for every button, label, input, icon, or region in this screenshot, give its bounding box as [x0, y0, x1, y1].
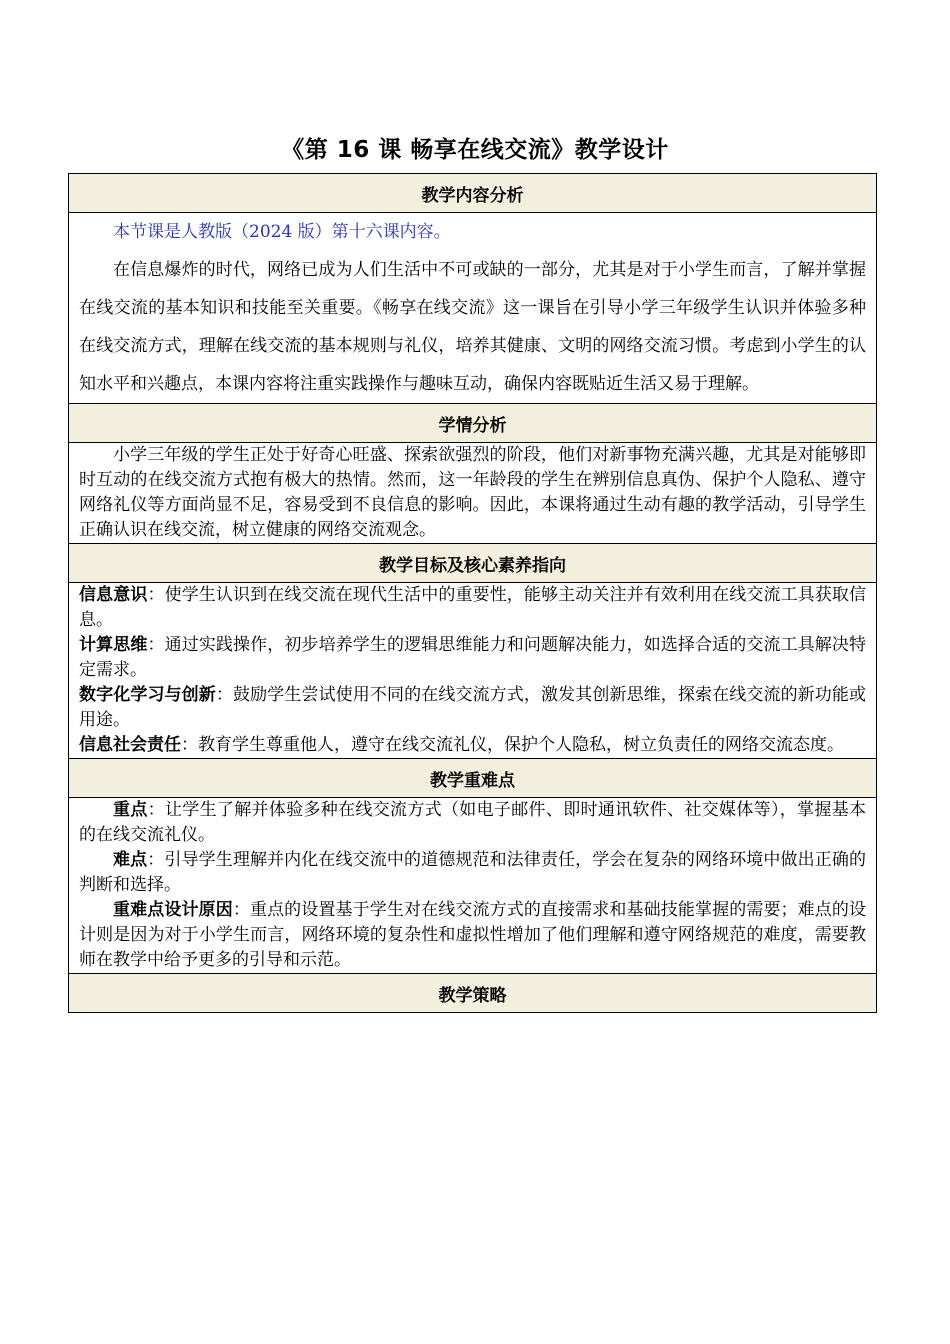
key-point-text: 重点的设置基于学生对在线交流方式的直接需求和基础技能掌握的需要；难点的设计则是因为对于小学生而言，网络环境的复杂性和虚拟性增加了他们理解和遵守网络规范的难度，需要教师在教学中给予更多的引导和示范。: [79, 900, 867, 970]
learner-analysis-text: 小学三年级的学生正处于好奇心旺盛、探索欲强烈的阶段，他们对新事物充满兴趣，尤其是对能够即时互动的在线交流方式抱有极大的热情。然而，这一年龄段的学生在辨别信息真伪、保护个人隐私、遵守网络礼仪等方面尚显不足，容易受到不良信息的影响。因此，本课将通过生动有趣的教学活动，引导学生正确认识在线交流，树立健康的网络交流观念。: [79, 445, 866, 540]
objective-item: [79, 583, 866, 633]
objective-item: [79, 733, 866, 758]
section-body-row: [69, 798, 877, 974]
objective-label: 数字化学习与创新: [79, 685, 216, 705]
key-point-item: [79, 848, 866, 898]
section-header-row: [69, 974, 877, 1013]
key-point-text: 引导学生理解并内化在线交流中的道德规范和法律责任，学会在复杂的网络环境中做出正确的判断和选择。: [79, 850, 867, 895]
learner-analysis-body: [69, 443, 877, 544]
objective-separator: ：: [181, 735, 198, 755]
objective-item: [79, 633, 866, 683]
key-point-label: 重点: [113, 800, 148, 820]
key-points-body: [69, 798, 877, 974]
key-point-item: [79, 798, 866, 848]
objective-text: 使学生认识到在线交流在现代生活中的重要性，能够主动关注并有效利用在线交流工具获取信息。: [79, 585, 867, 630]
document-title: 《第 16 课 畅享在线交流》教学设计: [281, 137, 669, 163]
section-header-row: [69, 174, 877, 213]
section-body-row: [69, 213, 877, 404]
content-analysis-intro: 本节课是人教版（2024 版）第十六课内容。: [113, 222, 451, 242]
key-point-item: [79, 898, 866, 973]
learner-analysis-heading: 学情分析: [69, 404, 877, 443]
lesson-plan-table: [68, 173, 877, 1013]
objective-separator: ：: [147, 585, 165, 605]
section-header-row: [69, 404, 877, 443]
objective-separator: ：: [147, 635, 165, 655]
objective-label: 计算思维: [79, 635, 148, 655]
objective-text: 教育学生尊重他人，遵守在线交流礼仪，保护个人隐私，树立负责任的网络交流态度。: [198, 735, 844, 755]
objective-label: 信息意识: [79, 585, 148, 605]
key-point-label: 难点: [113, 850, 148, 870]
section-body-row: [69, 583, 877, 759]
objective-text: 鼓励学生尝试使用不同的在线交流方式，激发其创新思维，探索在线交流的新功能或用途。: [79, 685, 867, 730]
strategy-heading: 教学策略: [69, 974, 877, 1013]
objective-item: [79, 683, 866, 733]
key-point-label: 重难点设计原因: [113, 900, 233, 920]
content-analysis-heading: 教学内容分析: [69, 174, 877, 213]
objective-separator: ：: [215, 685, 234, 705]
content-analysis-text: 在信息爆炸的时代，网络已成为人们生活中不可或缺的一部分，尤其是对于小学生而言，了解并掌握在线交流的基本知识和技能至关重要。《畅享在线交流》这一课旨在引导小学三年级学生认识并体验多种在线交流方式，理解在线交流的基本规则与礼仪，培养其健康、文明的网络交流习惯。考虑到小学生的认知水平和兴趣点，本课内容将注重实践操作与趣味互动，确保内容既贴近生活又易于理解。: [79, 260, 866, 394]
key-points-heading: 教学重难点: [69, 759, 877, 798]
objective-text: 通过实践操作，初步培养学生的逻辑思维能力和问题解决能力，如选择合适的交流工具解决特定需求。: [79, 635, 867, 680]
objectives-heading: 教学目标及核心素养指向: [69, 544, 877, 583]
key-point-separator: ：: [147, 850, 165, 870]
section-body-row: [69, 443, 877, 544]
section-header-row: [69, 759, 877, 798]
key-point-text: 让学生了解并体验多种在线交流方式（如电子邮件、即时通讯软件、社交媒体等），掌握基本的在线交流礼仪。: [79, 800, 867, 845]
objective-label: 信息社会责任: [79, 735, 181, 755]
section-header-row: [69, 544, 877, 583]
key-point-separator: ：: [147, 800, 165, 820]
objectives-body: [69, 583, 877, 759]
content-analysis-body: [69, 213, 877, 404]
key-point-separator: ：: [232, 900, 250, 920]
